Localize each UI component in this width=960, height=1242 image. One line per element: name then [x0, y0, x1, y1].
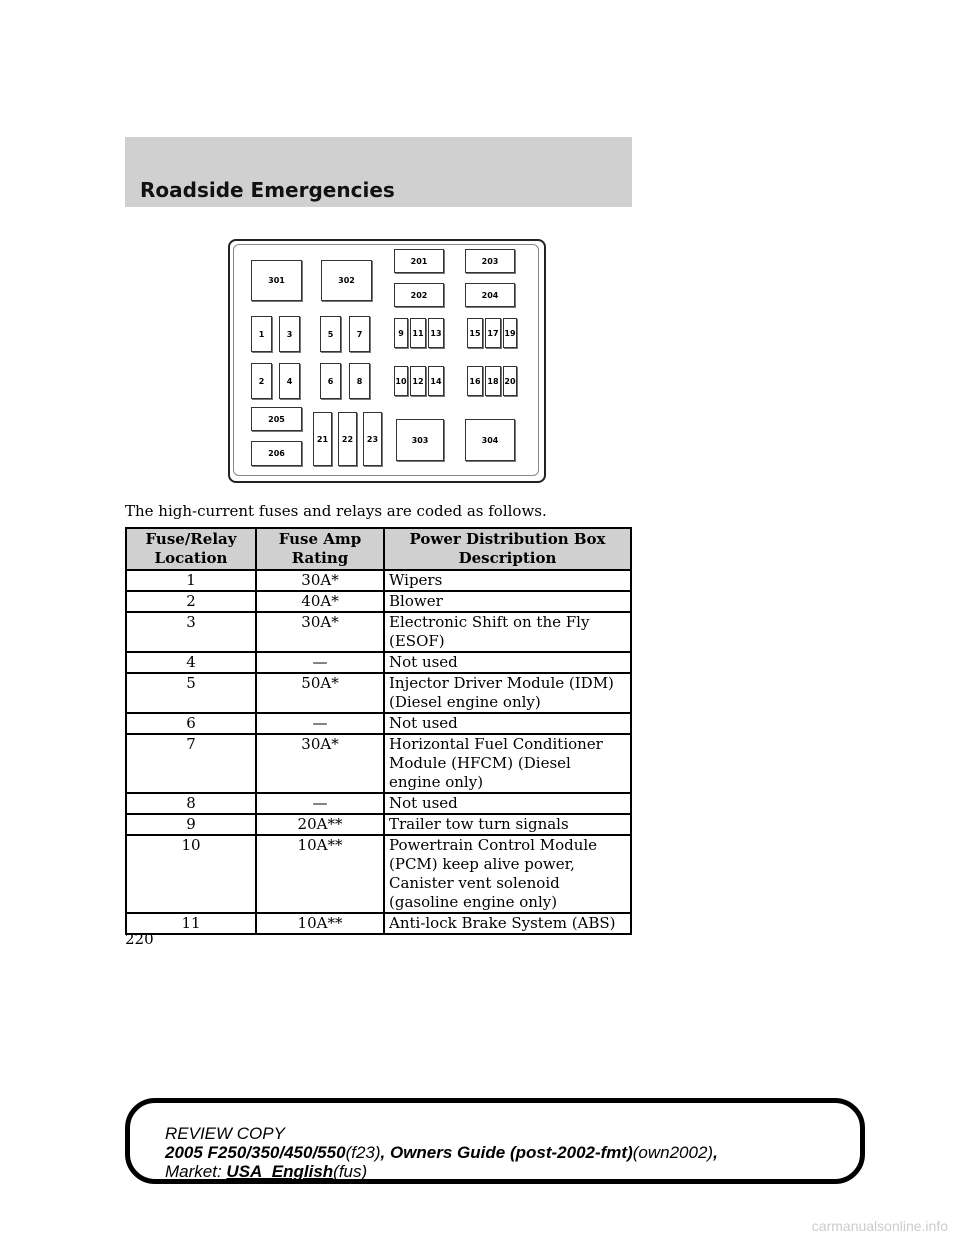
header-location: Fuse/Relay Location [126, 528, 256, 570]
fuse-1: 1 [251, 316, 272, 352]
intro-text: The high-current fuses and relays are coded as follows. [125, 502, 547, 520]
fuse-table [125, 527, 632, 935]
fuse-6: 6 [320, 363, 341, 399]
watermark: carmanualsonline.info [811, 1218, 948, 1234]
fuse-21: 21 [313, 412, 332, 466]
fuse-15: 15 [467, 318, 483, 348]
fuse-14: 14 [428, 366, 444, 396]
fuse-17: 17 [485, 318, 501, 348]
relay-205: 205 [251, 407, 302, 431]
fuse-203: 203 [465, 249, 515, 273]
fuse-22: 22 [338, 412, 357, 466]
table-row: 7 30A* Horizontal Fuel Conditioner Module (HFCM) (Diesel engine only) [126, 734, 631, 793]
table-row: 1 30A* Wipers [126, 570, 631, 591]
table-row: 4 — Not used [126, 652, 631, 673]
table-row: 10 10A** Powertrain Control Module (PCM) keep alive power, Canister vent solenoid (gasoline engine only) [126, 835, 631, 913]
relay-304: 304 [465, 419, 515, 461]
relay-302: 302 [321, 260, 372, 301]
fuse-204: 204 [465, 283, 515, 307]
table-row: 2 40A* Blower [126, 591, 631, 612]
fuse-16: 16 [467, 366, 483, 396]
fuse-13: 13 [428, 318, 444, 348]
relay-303: 303 [396, 419, 444, 461]
fuse-18: 18 [485, 366, 501, 396]
table-row: 11 10A** Anti-lock Brake System (ABS) [126, 913, 631, 934]
relay-206: 206 [251, 441, 302, 466]
table-row: 8 — Not used [126, 793, 631, 814]
review-label: REVIEW COPY [165, 1124, 285, 1143]
fuse-19: 19 [503, 318, 517, 348]
fuse-4: 4 [279, 363, 300, 399]
header-rating: Fuse Amp Rating [256, 528, 384, 570]
table-row: 6 — Not used [126, 713, 631, 734]
page-number: 220 [125, 930, 154, 948]
fuse-10: 10 [394, 366, 408, 396]
table-row: 3 30A* Electronic Shift on the Fly (ESOF) [126, 612, 631, 652]
fuse-201: 201 [394, 249, 444, 273]
fuse-12: 12 [410, 366, 426, 396]
table-row: 9 20A** Trailer tow turn signals [126, 814, 631, 835]
fuse-8: 8 [349, 363, 370, 399]
fuse-11: 11 [410, 318, 426, 348]
fuse-9: 9 [394, 318, 408, 348]
fuse-7: 7 [349, 316, 370, 352]
table-header-row [126, 528, 631, 570]
header-description: Power Distribution Box Description [384, 528, 631, 570]
fuse-23: 23 [363, 412, 382, 466]
fuse-20: 20 [503, 366, 517, 396]
section-title: Roadside Emergencies [140, 178, 395, 202]
relay-301: 301 [251, 260, 302, 301]
table-row: 5 50A* Injector Driver Module (IDM) (Diesel engine only) [126, 673, 631, 713]
fuse-3: 3 [279, 316, 300, 352]
fuse-5: 5 [320, 316, 341, 352]
fuse-2: 2 [251, 363, 272, 399]
fuse-202: 202 [394, 283, 444, 307]
review-copy-text: REVIEW COPY 2005 F250/350/450/550(f23), Owners Guide (post-2002-fmt)(own2002), Market: USA_English(fus) [165, 1124, 718, 1181]
